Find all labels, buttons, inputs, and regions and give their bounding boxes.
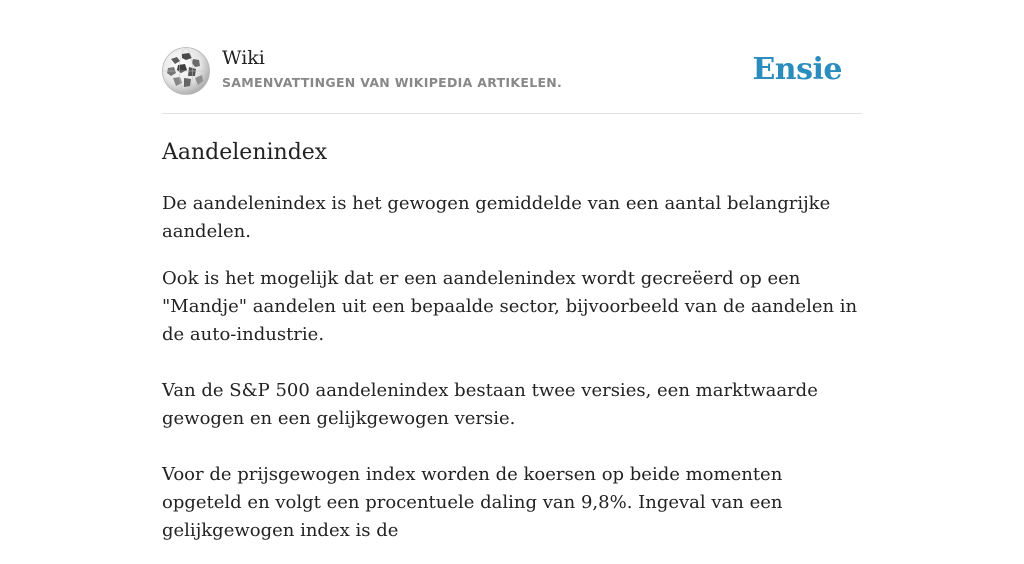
- article-paragraph: Ook is het mogelijk dat er een aandelenindex wordt gecreëerd op een "Mandje" aandelen uit een bepaalde sector, bijvoorbeeld van de aandelen in de auto-industrie.: [162, 268, 858, 345]
- site-tagline: SAMENVATTINGEN VAN WIKIPEDIA ARTIKELEN.: [222, 75, 563, 90]
- site-name: Wiki: [222, 47, 265, 69]
- article-paragraph: Voor de prijsgewogen index worden de koersen op beide momenten opgeteld en volgt een procentuele daling van 9,8%. Ingeval van een gelijkgewogen index is de: [162, 464, 783, 541]
- article-paragraph: Van de S&P 500 aandelenindex bestaan twee versies, een marktwaarde gewogen en een gelijkgewogen versie.: [162, 380, 818, 429]
- header-divider: [162, 113, 862, 114]
- wikipedia-globe-icon[interactable]: [162, 47, 210, 95]
- ensie-brand-link[interactable]: Ensie: [752, 52, 842, 87]
- article-title: Aandelenindex: [162, 140, 328, 165]
- article-content: [162, 190, 867, 564]
- article-paragraph: De aandelenindex is het gewogen gemiddelde van een aantal belangrijke aandelen.: [162, 193, 831, 242]
- site-header: [162, 46, 862, 96]
